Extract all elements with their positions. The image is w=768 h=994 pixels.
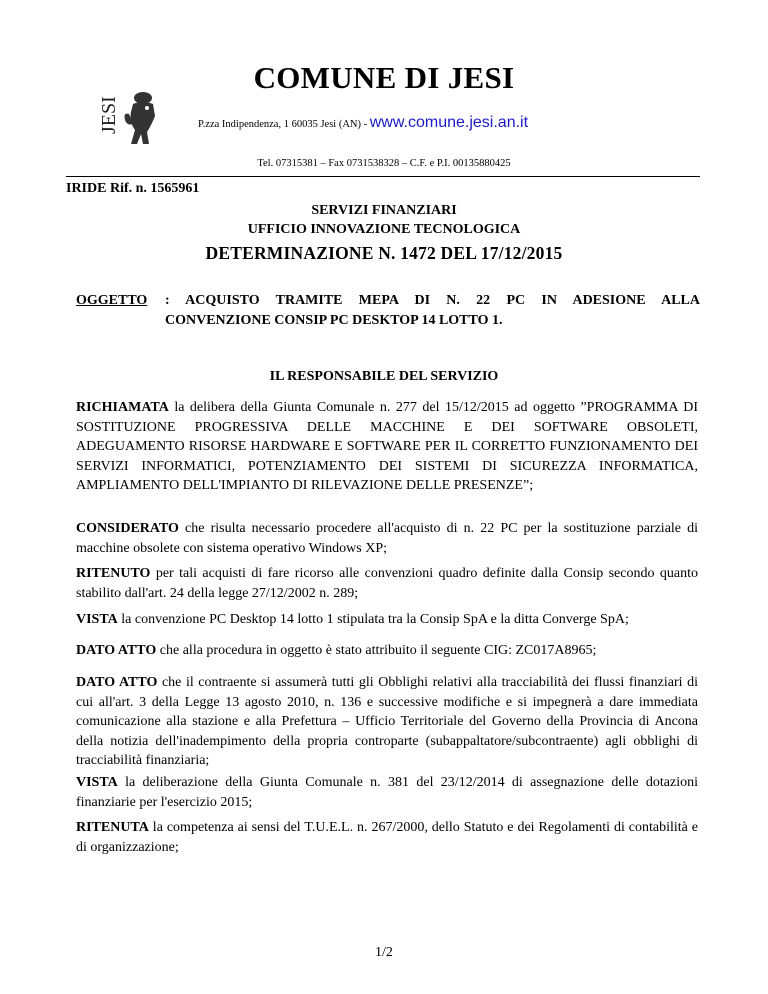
paragraph-richiamata: [76, 398, 698, 496]
paragraph-ritenuta: [76, 818, 698, 857]
office-name: SERVIZI FINANZIARI: [311, 203, 457, 218]
paragraph-considerato: [76, 519, 698, 558]
office-unit: UFFICIO INNOVAZIONE TECNOLOGICA: [247, 222, 521, 237]
determination-title: DETERMINAZIONE N. 1472 DEL 17/12/2015: [205, 243, 563, 263]
paragraph-lead: VISTA: [76, 612, 118, 627]
header-divider: [66, 176, 700, 177]
paragraph-text: per tali acquisti di fare ricorso alle convenzioni quadro definite dalla Consip secondo quanto stabilito dall'art. 24 della legge 27/12/2002 n. 289;: [76, 566, 698, 601]
paragraph-lead: DATO ATTO: [76, 675, 158, 690]
paragraph-text: la delibera della Giunta Comunale n. 277 del 15/12/2015 ad oggetto ”PROGRAMMA DI SOSTITUZIONE PROGRESSIVA DELLE MACCHINE E DEI SOFTWARE OBSOLETI, ADEGUAMENTO RISORSE HARDWARE E SOFTWARE PER IL CORRETTO FUNZIONAMENTO DEI SERVIZI INFORMATICI, POTENZIAMENTO DEI SISTEMI DI SICUREZZA INFORMATICA, AMPLIAMENTO DELL'IMPIANTO DI RILEVAZIONE DELLE PRESENZE”;: [76, 400, 698, 493]
contacts-line: Tel. 07315381 – Fax 0731538328 – C.F. e P.I. 00135880425: [257, 158, 511, 169]
paragraph-text: che il contraente si assumerà tutti gli Obblighi relativi alla tracciabilità dei flussi finanziari di cui all'art. 3 della Legge 13 agosto 2010, n. 136 e successive modifiche e si impegnerà a dare immediata comunicazione alla stazione e alla Prefettura – Ufficio Territoriale del Governo della Provincia di Ancona della notizia dell'inadempimento della propria controparte (subappaltatore/subcontraente) agli obblighi di tracciabilità finanziaria;: [76, 675, 698, 768]
paragraph-vista-deliberazione: [76, 773, 698, 812]
reference-number: IRIDE Rif. n. 1565961: [66, 181, 200, 196]
subject-label: OGGETTO: [76, 293, 148, 308]
paragraph-lead: DATO ATTO: [76, 643, 157, 658]
paragraph-text: la convenzione PC Desktop 14 lotto 1 stipulata tra la Consip SpA e la ditta Converge SpA;: [117, 612, 629, 627]
paragraph-text: la competenza ai sensi del T.U.E.L. n. 267/2000, dello Statuto e dei Regolamenti di contabilità e di organizzazione;: [76, 820, 698, 855]
page-number: 1/2: [375, 945, 393, 960]
paragraph-dato-atto-tracciabilita: [76, 673, 698, 771]
page-title: COMUNE DI JESI: [253, 60, 515, 95]
website-link[interactable]: www.comune.jesi.an.it: [369, 114, 529, 131]
paragraph-lead: RITENUTO: [76, 566, 151, 581]
responsible-heading: IL RESPONSABILE DEL SERVIZIO: [269, 369, 499, 384]
paragraph-lead: RICHIAMATA: [76, 400, 169, 415]
paragraph-ritenuto: [76, 564, 698, 603]
paragraph-text: che risulta necessario procedere all'acquisto di n. 22 PC per la sostituzione parziale di macchine obsolete con sistema operativo Windows XP;: [76, 521, 698, 556]
paragraph-text: che alla procedura in oggetto è stato attribuito il seguente CIG: ZC017A8965;: [156, 643, 597, 658]
address-text: P.zza Indipendenza, 1 60035 Jesi (AN) -: [198, 119, 368, 130]
paragraph-lead: RITENUTA: [76, 820, 149, 835]
paragraph-lead: CONSIDERATO: [76, 521, 179, 536]
paragraph-text: la deliberazione della Giunta Comunale n. 381 del 23/12/2014 di assegnazione delle dotazioni finanziarie per l'esercizio 2015;: [76, 775, 698, 810]
paragraph-vista-convenzione: [76, 610, 698, 630]
subject-line-1: : ACQUISTO TRAMITE MEPA DI N. 22 PC IN ADESIONE ALLA: [165, 293, 700, 308]
paragraph-dato-atto-cig: [76, 641, 698, 661]
address-line: [198, 114, 528, 132]
paragraph-lead: VISTA: [76, 775, 118, 790]
subject-line-2: CONVENZIONE CONSIP PC DESKTOP 14 LOTTO 1.: [165, 313, 503, 328]
svg-text:JESI: JESI: [98, 96, 120, 134]
